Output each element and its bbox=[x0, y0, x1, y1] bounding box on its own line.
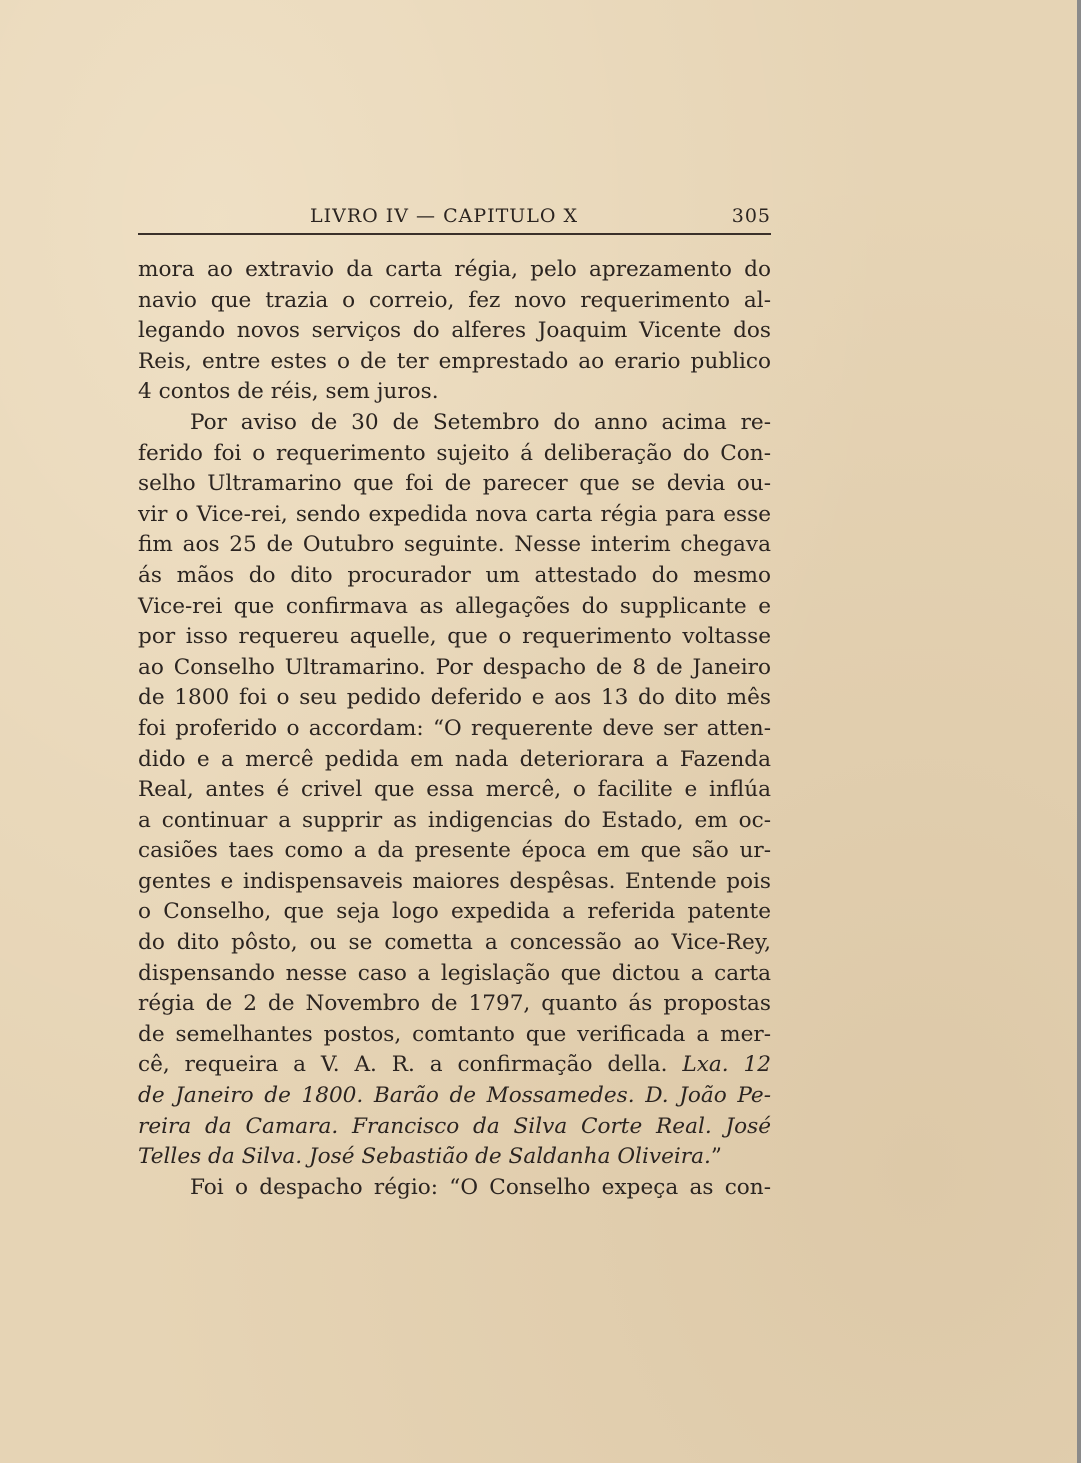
text-line: mora ao extravio da carta régia, pelo aprezamento do bbox=[138, 257, 771, 282]
header-title: LIVRO IV — CAPITULO X bbox=[310, 205, 579, 227]
text-line: de semelhantes postos, comtanto que verificada a mer- bbox=[138, 1021, 771, 1047]
text-line: régia de 2 de Novembro de 1797, quanto ás propostas bbox=[138, 991, 771, 1017]
text-line: o Conselho, que seja logo expedida a referida patente bbox=[138, 899, 771, 925]
text-line: Real, antes é crivel que essa mercê, o facilite e inflúa bbox=[138, 777, 771, 803]
text-line: dispensando nesse caso a legislação que dictou a carta bbox=[138, 960, 771, 986]
text-line bbox=[138, 1142, 771, 1173]
page-edge bbox=[1077, 0, 1081, 1463]
running-header bbox=[138, 203, 771, 235]
italic-segment: Lxa. 12 bbox=[682, 1052, 771, 1078]
text-line: ao Conselho Ultramarino. Por despacho de 8 de Janeiro bbox=[138, 654, 771, 680]
body-text bbox=[138, 255, 771, 1203]
text-line: de Janeiro de 1800. Barão de Mossamedes. D. João Pe- bbox=[138, 1083, 771, 1109]
text-line bbox=[138, 1050, 771, 1081]
text-line: dido e a mercê pedida em nada deteriorara a Fazenda bbox=[138, 746, 771, 772]
text-line: legando novos serviços do alferes Joaquim Vicente dos bbox=[138, 318, 771, 344]
text-line: casiões taes como a da presente época em que são ur- bbox=[138, 838, 771, 864]
text-line: foi proferido o accordam: “O requerente deve ser atten- bbox=[138, 715, 771, 741]
text-line: do dito pôsto, ou se cometta a concessão ao Vice-Rey, bbox=[138, 930, 771, 956]
text-line: por isso requereu aquelle, que o requerimento voltasse bbox=[138, 624, 771, 650]
text-line: Foi o despacho régio: “O Conselho expeça as con- bbox=[190, 1174, 771, 1200]
italic-segment: Telles da Silva. José Sebastião de Saldanha Oliveira. bbox=[138, 1144, 711, 1170]
text-line: Reis, entre estes o de ter emprestado ao erario publico bbox=[138, 348, 771, 374]
text-segment: cê, requeira a V. A. R. a confirmação della. bbox=[138, 1052, 668, 1078]
text-line: gentes e indispensaveis maiores despêsas. Entende pois bbox=[138, 868, 771, 894]
text-line: a continuar a supprir as indigencias do Estado, em oc- bbox=[138, 807, 771, 833]
closing-quote: ” bbox=[710, 1144, 722, 1170]
text-line: reira da Camara. Francisco da Silva Corte Real. José bbox=[138, 1113, 771, 1139]
text-line: Por aviso de 30 de Setembro do anno acima re- bbox=[190, 409, 771, 435]
text-line: Vice-rei que confirmava as allegações do supplicante e bbox=[138, 593, 771, 619]
text-line: navio que trazia o correio, fez novo requerimento al- bbox=[138, 287, 771, 313]
text-line: selho Ultramarino que foi de parecer que se devia ou- bbox=[138, 471, 771, 497]
text-line: de 1800 foi o seu pedido deferido e aos 13 do dito mês bbox=[138, 685, 771, 711]
text-line: ás mãos do dito procurador um attestado do mesmo bbox=[138, 562, 771, 588]
text-line: ferido foi o requerimento sujeito á deliberação do Con- bbox=[138, 440, 771, 466]
page-number: 305 bbox=[731, 205, 771, 227]
text-line: 4 contos de réis, sem juros. bbox=[138, 379, 439, 405]
text-line: vir o Vice-rei, sendo expedida nova carta régia para esse bbox=[138, 501, 771, 527]
text-line: fim aos 25 de Outubro seguinte. Nesse interim chegava bbox=[138, 532, 771, 558]
